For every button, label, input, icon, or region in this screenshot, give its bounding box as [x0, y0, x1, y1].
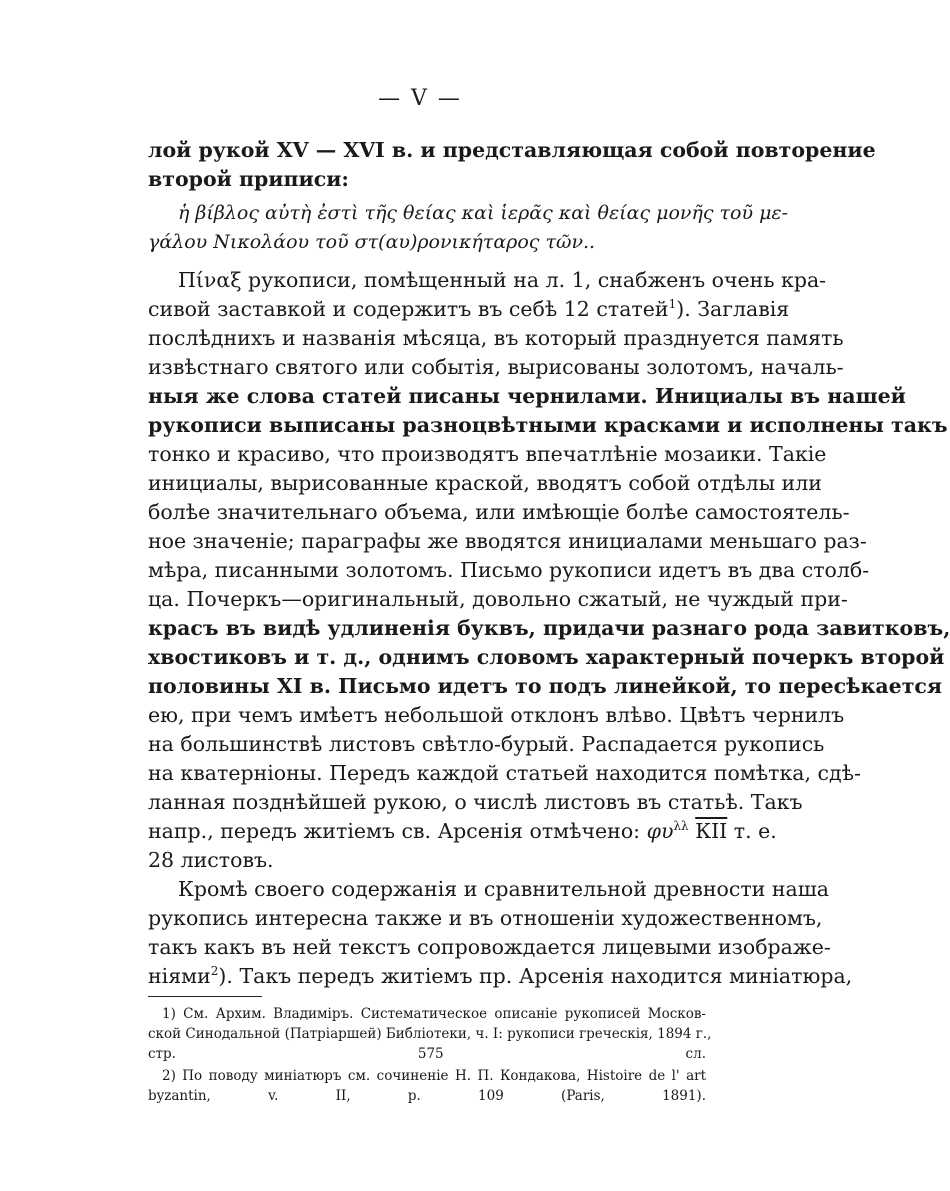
body-line: ланная позднѣйшей рукою, о числѣ листовъ въ статьѣ. Такъ: [148, 790, 803, 814]
body-line-text: напр., передъ житіемъ св. Арсенія отмѣчено:: [148, 819, 641, 843]
body-line-close: ).: [218, 964, 233, 988]
body-line: тонко и красиво, что производятъ впечатлѣніе мозаики. Такіе: [148, 442, 827, 466]
body-line: Кромѣ своего содержанія и сравнительной древности наша: [178, 877, 830, 901]
body-line-tail: т. е.: [733, 819, 777, 843]
body-line-tail: ). Заглавія: [676, 297, 790, 321]
body-line: извѣстнаго святого или событія, вырисованы золотомъ, началь-: [148, 355, 844, 379]
folio-mark-superscript: λλ: [673, 819, 689, 834]
body-line-text: сивой заставкой и содержитъ въ себѣ 12 статей: [148, 297, 669, 321]
folio-mark: φυ: [646, 819, 674, 843]
body-line: Πίναξ рукописи, помѣщенный на л. 1, снабженъ очень кра-: [178, 268, 827, 292]
footnote-line: ской Синодальной (Патріаршей) Библіотеки, ч. I: рукописи греческія, 1894 г.,: [148, 1026, 712, 1042]
body-line-tail: Такъ передъ житіемъ пр. Арсенія находится миніатюра,: [239, 964, 853, 988]
body-line: болѣе значительнаго объема, или имѣющіе болѣе самостоятель-: [148, 500, 850, 524]
body-line: [148, 962, 853, 991]
body-line: инициалы, вырисованные краской, вводятъ собой отдѣлы или: [148, 471, 822, 495]
body-line: ное значеніе; параграфы же вводятся инициалами меньшаго раз-: [148, 529, 867, 553]
body-line-text: ніями: [148, 964, 211, 988]
body-line: ныя же слова статей писаны чернилами. Инициалы въ нашей: [148, 384, 906, 408]
page-number: — V —: [378, 86, 462, 111]
footnote-line: byzantin, v. II, p. 109 (Paris, 1891).: [148, 1088, 706, 1104]
greek-inscription-line: ἡ βίβλος αὐτὴ ἐστὶ τῆς θείας καὶ ἱερᾶς καὶ θείας μονῆς τοῦ με-: [178, 202, 789, 224]
body-line: на большинствѣ листовъ свѣтло-бурый. Распадается рукопись: [148, 732, 825, 756]
body-line: мѣра, писанными золотомъ. Письмо рукописи идетъ въ два столб-: [148, 558, 870, 582]
footnote-ref: 2: [210, 964, 219, 979]
body-line: послѣднихъ и названія мѣсяца, въ который празднуется память: [148, 326, 844, 350]
body-line: лой рукой XV — XVI в. и представляющая собой повторение: [148, 138, 876, 162]
body-line: красъ въ видѣ удлиненія буквъ, придачи разнаго рода завитковъ,: [148, 616, 950, 640]
body-line: такъ какъ въ ней текстъ сопровождается лицевыми изображе-: [148, 935, 831, 959]
footnote-divider: [148, 996, 262, 997]
footnote-line: 1) См. Архим. Владиміръ. Систематическое описаніе рукописей Москов-: [162, 1006, 706, 1022]
body-line: на кватерніоны. Передъ каждой статьей находится помѣтка, сдѣ-: [148, 761, 861, 785]
body-line: рукописи выписаны разноцвѣтными красками и исполнены такъ: [148, 413, 948, 437]
body-line: [148, 817, 777, 846]
footnote-line: стр. 575 сл.: [148, 1046, 706, 1062]
folio-numeral: КII: [695, 819, 728, 843]
body-line: второй приписи:: [148, 167, 349, 191]
footnote-line: 2) По поводу миніатюръ см. сочиненіе Н. П. Кондакова, Histoire de l' art: [162, 1068, 706, 1084]
greek-inscription-line: γάλου Νικολάου τοῦ στ(αυ)ρονικήταρος τῶν..: [148, 231, 596, 253]
body-line: рукопись интересна также и въ отношеніи художественномъ,: [148, 906, 823, 930]
body-line: ца. Почеркъ—оригинальный, довольно сжатый, не чуждый при-: [148, 587, 848, 611]
body-line: ею, при чемъ имѣетъ небольшой отклонъ влѣво. Цвѣтъ чернилъ: [148, 703, 845, 727]
body-line: половины XI в. Письмо идетъ то подъ линейкой, то пересѣкается: [148, 674, 943, 698]
footnote-ref: 1: [668, 297, 677, 312]
body-line: хвостиковъ и т. д., однимъ словомъ характерный почеркъ второй: [148, 645, 945, 669]
body-line: [148, 295, 790, 324]
body-line: 28 листовъ.: [148, 848, 274, 872]
